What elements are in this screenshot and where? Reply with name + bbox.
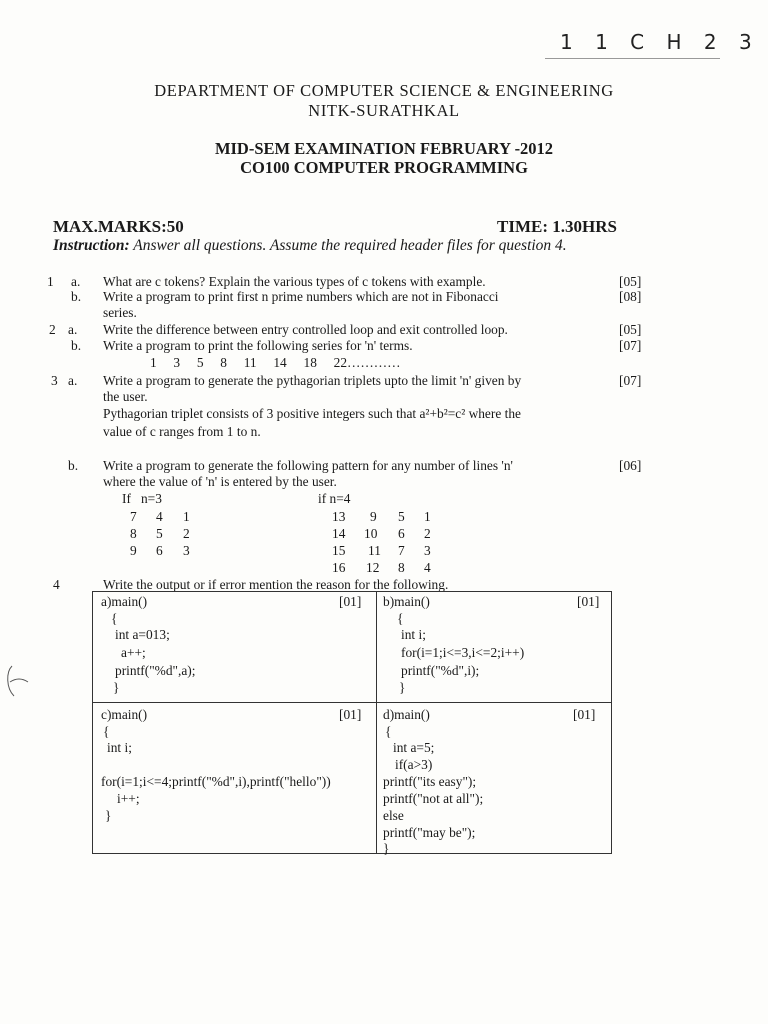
question-part: a. bbox=[68, 322, 78, 337]
pattern-right-label: if n=4 bbox=[318, 491, 351, 506]
pattern-right-cell: 3 bbox=[424, 543, 431, 558]
pattern-right-cell: 12 bbox=[366, 560, 380, 575]
code-line: { bbox=[111, 611, 118, 626]
question-text-cont: value of c ranges from 1 to n. bbox=[103, 424, 261, 439]
pattern-right-cell: 2 bbox=[424, 526, 431, 541]
handwritten-underline bbox=[545, 58, 720, 59]
question-number: 1 bbox=[47, 274, 54, 289]
pattern-left-cell: 1 bbox=[183, 509, 190, 524]
pattern-left-cell: 4 bbox=[156, 509, 163, 524]
code-line: int i; bbox=[107, 740, 132, 755]
code-line: int i; bbox=[401, 627, 426, 642]
code-line: int a=013; bbox=[115, 627, 170, 642]
code-line: { bbox=[397, 611, 404, 626]
instruction-text: Answer all questions. Assume the required header files for question 4. bbox=[133, 237, 567, 254]
code-line: i++; bbox=[117, 791, 140, 806]
question-text: Write a program to print the following series for 'n' terms. bbox=[103, 338, 413, 353]
max-marks: MAX.MARKS:50 bbox=[53, 217, 184, 236]
question-text: Write the output or if error mention the reason for the following. bbox=[103, 577, 449, 592]
pattern-left-cell: 5 bbox=[156, 526, 163, 541]
code-marks: [01] bbox=[573, 707, 596, 722]
question-text-cont: series. bbox=[103, 305, 137, 320]
code-line: } bbox=[113, 680, 120, 695]
question-marks: [07] bbox=[619, 338, 642, 353]
pattern-right-cell: 8 bbox=[398, 560, 405, 575]
instruction-label: Instruction: bbox=[53, 237, 130, 254]
code-line: } bbox=[105, 808, 112, 823]
code-marks: [01] bbox=[577, 594, 600, 609]
question-part: b. bbox=[71, 289, 82, 304]
pattern-right-cell: 15 bbox=[332, 543, 346, 558]
exam-title: MID-SEM EXAMINATION FEBRUARY -2012 bbox=[214, 139, 554, 158]
pattern-left-cell: 6 bbox=[156, 543, 163, 558]
pattern-right-cell: 14 bbox=[332, 526, 346, 541]
question-part: b. bbox=[68, 458, 79, 473]
question-marks: [07] bbox=[619, 373, 642, 388]
question-part: b. bbox=[71, 338, 82, 353]
question-part: a. bbox=[71, 274, 81, 289]
pattern-right-cell: 5 bbox=[398, 509, 405, 524]
code-line: for(i=1;i<=3,i<=2;i++) bbox=[401, 645, 525, 660]
code-line: else bbox=[383, 808, 404, 823]
question-text-cont: where the value of 'n' is entered by the user. bbox=[103, 474, 337, 489]
institute-name: NITK-SURATHKAL bbox=[308, 101, 460, 120]
pattern-left-label: If n=3 bbox=[122, 491, 162, 506]
question-text: Write a program to generate the following pattern for any number of lines 'n' bbox=[103, 458, 513, 473]
pattern-right-cell: 6 bbox=[398, 526, 405, 541]
code-cell-c bbox=[93, 703, 377, 854]
pattern-right-cell: 7 bbox=[398, 543, 405, 558]
code-line: int a=5; bbox=[393, 740, 435, 755]
code-marks: [01] bbox=[339, 707, 362, 722]
question-marks: [05] bbox=[619, 322, 642, 337]
series: 1 3 5 8 11 14 18 22………… bbox=[150, 355, 401, 370]
pattern-left-cell: 8 bbox=[130, 526, 137, 541]
question-text-cont: Pythagorian triplet consists of 3 positive integers such that a²+b²=c² where the bbox=[103, 406, 521, 421]
code-line: printf("may be"); bbox=[383, 825, 476, 840]
code-line: } bbox=[399, 680, 406, 695]
question-text: What are c tokens? Explain the various types of c tokens with example. bbox=[103, 274, 486, 289]
code-line: printf("its easy"); bbox=[383, 774, 477, 789]
pattern-right-cell: 10 bbox=[364, 526, 378, 541]
code-cell-b bbox=[377, 592, 612, 703]
code-title: c)main() bbox=[101, 707, 148, 722]
question-text: Write the difference between entry controlled loop and exit controlled loop. bbox=[103, 322, 508, 337]
code-line: { bbox=[385, 724, 392, 739]
code-line: for(i=1;i<=4;printf("%d",i),printf("hello")) bbox=[101, 774, 331, 789]
question-text: Write a program to print first n prime numbers which are not in Fibonacci bbox=[103, 289, 499, 304]
pattern-left-cell: 3 bbox=[183, 543, 190, 558]
pattern-right-cell: 4 bbox=[424, 560, 431, 575]
exam-time: TIME: 1.30HRS bbox=[497, 217, 617, 236]
question-marks: [05] bbox=[619, 274, 642, 289]
question-marks: [06] bbox=[619, 458, 642, 473]
pattern-right-cell: 11 bbox=[368, 543, 381, 558]
pattern-right-cell: 1 bbox=[424, 509, 431, 524]
code-line: printf("%d",i); bbox=[401, 663, 480, 678]
code-marks: [01] bbox=[339, 594, 362, 609]
code-title: b)main() bbox=[383, 594, 430, 609]
pattern-right-cell: 9 bbox=[370, 509, 377, 524]
instruction bbox=[53, 237, 567, 255]
question-text: Write a program to generate the pythagorian triplets upto the limit 'n' given by bbox=[103, 373, 522, 388]
pattern-left-cell: 7 bbox=[130, 509, 137, 524]
department-title: DEPARTMENT OF COMPUTER SCIENCE & ENGINEERING bbox=[154, 81, 614, 100]
code-line: printf("%d",a); bbox=[115, 663, 196, 678]
handwritten-code: 1 1 C H 2 3 bbox=[560, 30, 760, 54]
code-title: a)main() bbox=[101, 594, 148, 609]
question-part: a. bbox=[68, 373, 78, 388]
pattern-left-cell: 2 bbox=[183, 526, 190, 541]
margin-scribble-icon bbox=[4, 662, 34, 702]
course-title: CO100 COMPUTER PROGRAMMING bbox=[240, 158, 528, 177]
code-line: { bbox=[103, 724, 110, 739]
pattern-right-cell: 16 bbox=[332, 560, 346, 575]
code-table bbox=[92, 591, 612, 854]
code-line: printf("not at all"); bbox=[383, 791, 484, 806]
question-number: 2 bbox=[49, 322, 56, 337]
code-cell-a bbox=[93, 592, 377, 703]
question-text-cont: the user. bbox=[103, 389, 148, 404]
question-number: 3 bbox=[51, 373, 58, 388]
code-line: a++; bbox=[121, 645, 146, 660]
code-cell-d bbox=[377, 703, 612, 854]
pattern-left-cell: 9 bbox=[130, 543, 137, 558]
code-title: d)main() bbox=[383, 707, 430, 722]
question-number: 4 bbox=[53, 577, 60, 592]
code-line: if(a>3) bbox=[395, 757, 433, 772]
pattern-right-cell: 13 bbox=[332, 509, 346, 524]
question-marks: [08] bbox=[619, 289, 642, 304]
code-line: } bbox=[383, 841, 390, 856]
